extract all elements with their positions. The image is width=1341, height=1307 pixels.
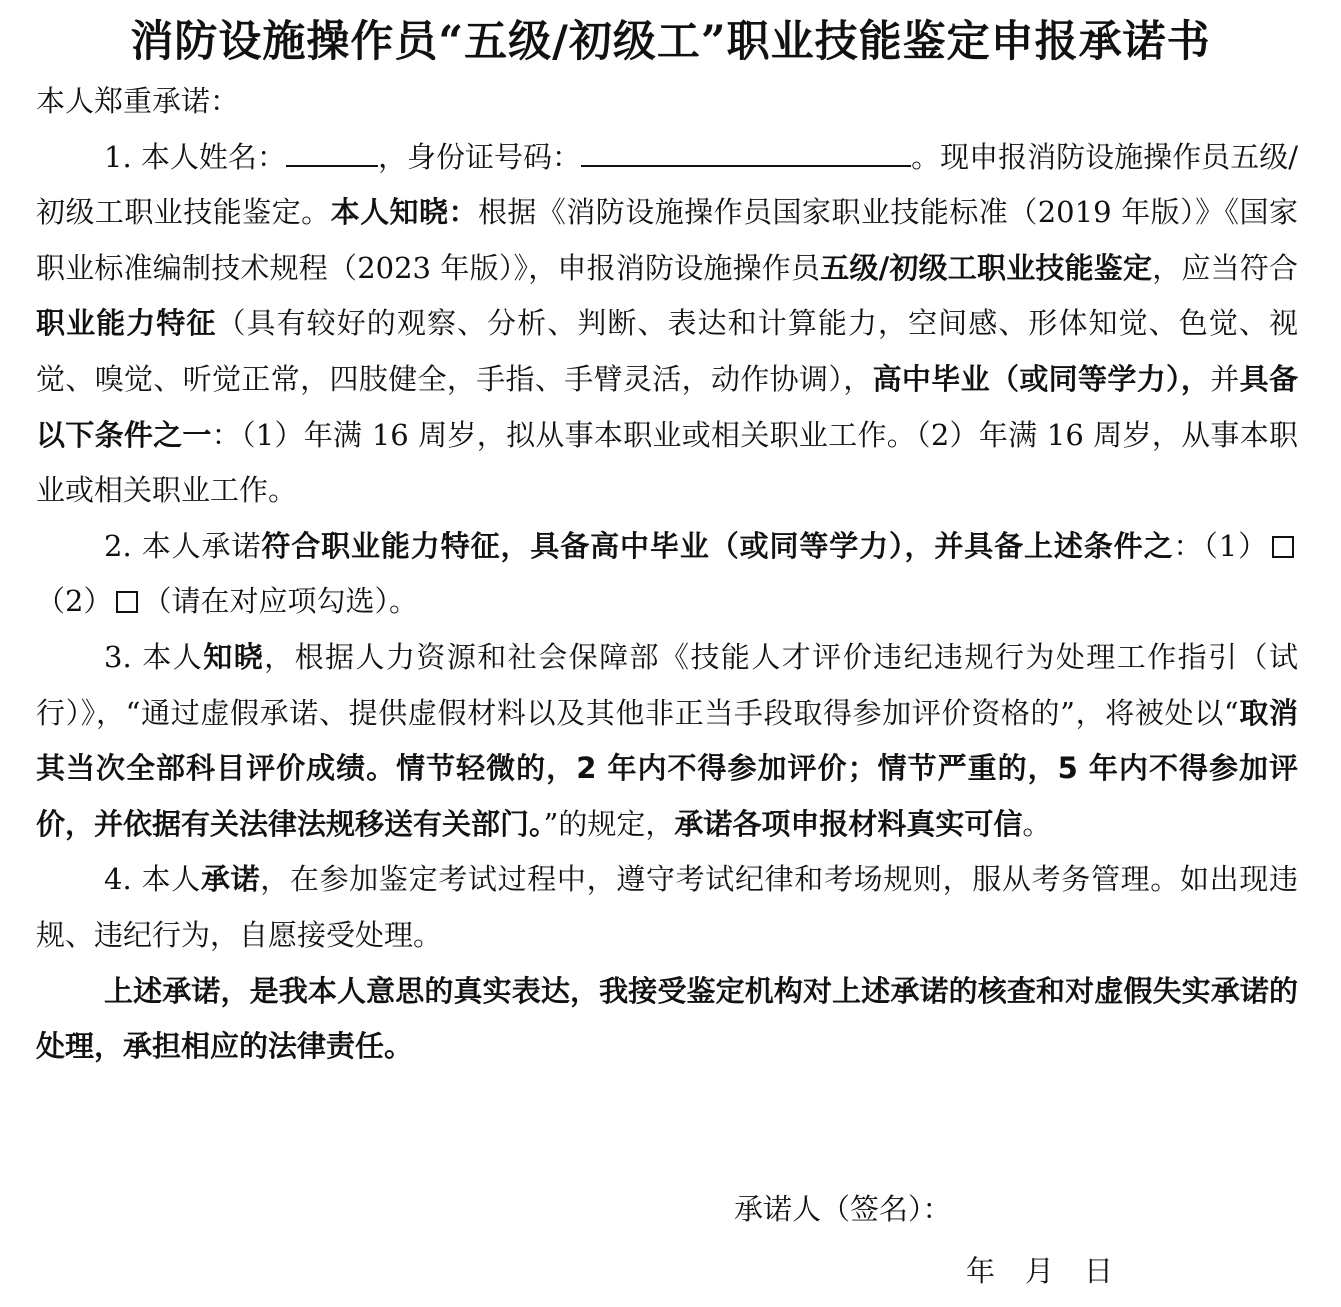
- item1-after-id: 。现申报消防设施操作员五级/初级工职业技能鉴定。: [36, 139, 1298, 230]
- date-year-label: 年: [966, 1254, 996, 1288]
- item4-lead: 4. 本人: [104, 862, 201, 897]
- item1-text-i: ：（1）年满 16 周岁，拟从事本职业或相关职业工作。（2）年满 16 周岁，从事本职业或相关职业工作。: [36, 417, 1298, 508]
- item1-text-e: （具有较好的观察、分析、判断、表达和计算能力，空间感、形体知觉、色觉、视觉、嗅觉、听觉正常，四肢健全，手指、手臂灵活，动作协调），: [36, 306, 1298, 396]
- paragraph-item-4: [36, 852, 1298, 963]
- item2-lead: 2. 本人承诺: [104, 528, 262, 563]
- intro-line: 本人郑重承诺：: [36, 84, 240, 118]
- option-1-checkbox[interactable]: [1272, 536, 1294, 558]
- document-title: 消防设施操作员“五级/初级工”职业技能鉴定申报承诺书: [130, 17, 1211, 67]
- item1-bold-h: 具备以下条件之一: [36, 361, 1298, 452]
- paragraph-item-1: [36, 130, 1298, 519]
- item1-id-label: ，身份证号码：: [377, 139, 582, 174]
- item3-text-a: ，根据人力资源和社会保障部《技能人才评价违纪违规行为处理工作指引（试行）》，“通过虚假承诺、提供虚假材料以及其他非正当手段取得参加评价资格的”，将被处以“: [36, 639, 1298, 730]
- item1-text-c: ，应当符合: [1152, 250, 1298, 285]
- item1-know-bold: 本人知晓：: [330, 195, 478, 230]
- item1-text-g: 并: [1210, 361, 1240, 396]
- item3-bold-know: 知晓: [203, 639, 265, 674]
- item2-option-2-label: （2）: [36, 584, 113, 619]
- item1-bold-b: 五级/初级工职业技能鉴定: [820, 250, 1153, 285]
- option-2-checkbox[interactable]: [116, 591, 138, 613]
- date-day-label: 日: [1084, 1254, 1114, 1288]
- item2-tail: （请在对应项勾选）。: [142, 584, 418, 619]
- item1-bold-d: 职业能力特征: [36, 306, 217, 341]
- document-body: [36, 74, 1298, 1075]
- item3-text-c: ”的规定，: [543, 806, 675, 841]
- item3-bold-b: 取消其当次全部科目评价成绩。情节轻微的，2 年内不得参加评价；情节严重的，5 年内不得参加评价，并依据有关法律法规移送有关部门。: [36, 695, 1298, 841]
- closing-statement: 上述承诺，是我本人意思的真实表达，我接受鉴定机构对上述承诺的核查和对虚假失实承诺的处理，承担相应的法律责任。: [36, 973, 1298, 1064]
- item3-bold-d: 承诺各项申报材料真实可信: [674, 806, 1023, 841]
- item3-text-e: 。: [1022, 806, 1052, 841]
- date-line: [966, 1249, 1143, 1293]
- item3-lead: 3. 本人: [104, 639, 204, 674]
- item1-text-a: 根据《消防设施操作员国家职业技能标准（2019 年版）》《国家职业标准编制技术规程（2023 年版）》，申报消防设施操作员: [36, 195, 1298, 285]
- id-number-blank-field[interactable]: [581, 139, 911, 167]
- paragraph-item-3: [36, 630, 1298, 852]
- date-month-label: 月: [1025, 1254, 1055, 1288]
- item4-bold: 承诺: [200, 862, 261, 897]
- item2-option-1-label: （1）: [1203, 528, 1268, 563]
- item2-colon: ：: [1173, 528, 1204, 563]
- paragraph-item-2: [36, 519, 1298, 630]
- signature-label: 承诺人（签名）：: [734, 1192, 952, 1226]
- item1-lead: 1. 本人姓名：: [104, 139, 286, 174]
- item4-text: ，在参加鉴定考试过程中，遵守考试纪律和考场规则，服从考务管理。如出现违规、违纪行为，自愿接受处理。: [36, 862, 1298, 952]
- name-blank-field[interactable]: [286, 139, 378, 167]
- item1-bold-f: 高中毕业（或同等学力），: [872, 361, 1211, 396]
- item2-bold: 符合职业能力特征，具备高中毕业（或同等学力），并具备上述条件之: [261, 528, 1174, 563]
